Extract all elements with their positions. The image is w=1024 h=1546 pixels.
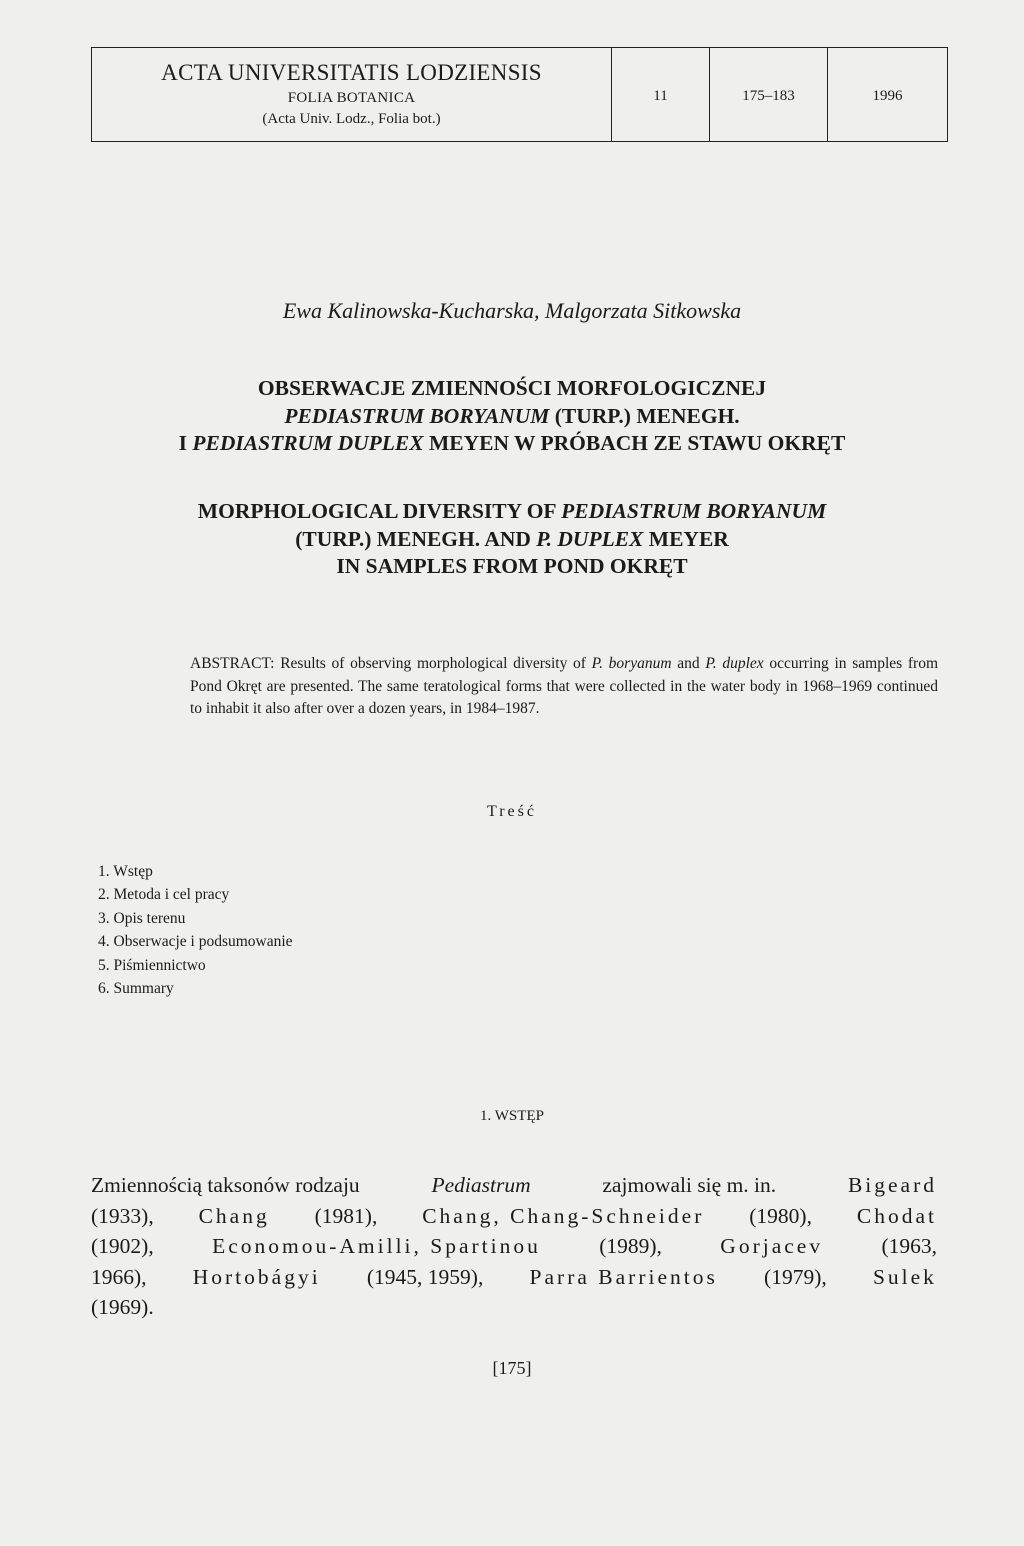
body-text: (1969). xyxy=(91,1295,154,1319)
cited-author: Economou-Amilli, Spartinou xyxy=(212,1234,541,1258)
title-polish xyxy=(60,375,964,458)
cited-author: Chang, Chang-Schneider xyxy=(422,1203,705,1228)
body-line xyxy=(91,1170,937,1201)
toc-item: 5. Piśmiennictwo xyxy=(98,956,206,974)
toc-item: 6. Summary xyxy=(98,980,174,998)
abstract-text: and xyxy=(671,655,706,672)
taxon-name: P. DUPLEX xyxy=(536,526,644,551)
taxon-name: PEDIASTRUM DUPLEX xyxy=(192,431,424,455)
journal-name: ACTA UNIVERSITATIS LODZIENSIS xyxy=(161,60,542,85)
title-en-text: MEYER xyxy=(643,526,729,551)
toc-item: 3. Opis terenu xyxy=(98,909,186,927)
body-line xyxy=(91,1262,937,1293)
body-text: (1902), xyxy=(91,1234,154,1258)
title-pl-text: MEYEN W PRÓBACH ZE STAWU OKRĘT xyxy=(423,431,846,455)
body-line xyxy=(91,1201,937,1232)
abstract-text: ABSTRACT: Results of observing morphological diversity of xyxy=(190,655,592,672)
title-en-text: (TURP.) MENEGH. AND xyxy=(295,526,537,551)
body-text: (1981), xyxy=(314,1203,378,1228)
title-en-line-2 xyxy=(60,526,964,554)
toc-item: 4. Obserwacje i podsumowanie xyxy=(98,933,293,951)
title-english xyxy=(60,498,964,581)
cited-author: Chang xyxy=(198,1203,270,1228)
abstract xyxy=(190,653,938,721)
table-of-contents xyxy=(98,860,293,1000)
publication-year: 1996 xyxy=(872,88,903,104)
body-text: (1933), xyxy=(91,1203,154,1228)
cited-author: Gorjacev xyxy=(720,1234,824,1258)
body-line xyxy=(91,1231,937,1262)
body-text: (1980), xyxy=(749,1203,812,1228)
taxon-name: PEDIASTRUM BORYANUM xyxy=(561,499,827,523)
authors: Ewa Kalinowska-Kucharska, Malgorzata Sitkowska xyxy=(282,298,742,323)
page-range: 175–183 xyxy=(742,88,795,104)
genus-name: Pediastrum xyxy=(431,1173,531,1197)
body-paragraph xyxy=(91,1170,937,1323)
taxon-name: P. duplex xyxy=(705,655,764,672)
journal-series: FOLIA BOTANICA xyxy=(287,90,416,106)
title-en-text: MORPHOLOGICAL DIVERSITY OF xyxy=(197,499,562,523)
abstract-text: occurring in samples from Pond Okręt are presented. The same teratological forms that were collected in the water body in 1968–1969 continued to inhabit it also after over a dozen years, in 1984–1987. xyxy=(190,655,938,717)
section-heading: 1. WSTĘP xyxy=(480,1108,544,1124)
title-pl-line-3 xyxy=(60,430,964,458)
title-pl-text: (TURP.) MENEGH. xyxy=(549,403,740,428)
body-text: 1966), xyxy=(91,1264,147,1289)
body-text: Zmiennością taksonów rodzaju xyxy=(91,1173,360,1197)
title-pl-line-1: OBSERWACJE ZMIENNOŚCI MORFOLOGICZNEJ xyxy=(257,376,767,400)
title-en-line-3: IN SAMPLES FROM POND OKRĘT xyxy=(336,554,688,578)
contents-heading: Treść xyxy=(487,803,537,820)
body-text: zajmowali się m. in. xyxy=(602,1173,777,1197)
page-number: [175] xyxy=(492,1358,532,1378)
taxon-name: PEDIASTRUM BORYANUM xyxy=(284,403,550,428)
cited-author: Hortobágyi xyxy=(192,1264,321,1289)
body-text: (1989), xyxy=(599,1234,662,1258)
body-text: (1979), xyxy=(764,1264,827,1289)
title-pl-text: I xyxy=(178,431,193,455)
cited-author: Bigeard xyxy=(847,1173,937,1197)
cited-author: Sulek xyxy=(872,1264,937,1289)
journal-header-table xyxy=(91,47,948,142)
body-text: (1945, 1959), xyxy=(366,1264,484,1289)
cited-author: Parra Barrientos xyxy=(529,1264,718,1289)
body-text: (1963, xyxy=(881,1234,937,1258)
title-pl-line-2 xyxy=(60,403,964,431)
body-line xyxy=(91,1292,937,1323)
year-cell xyxy=(827,48,947,141)
volume-number: 11 xyxy=(653,88,668,104)
cited-author: Chodat xyxy=(856,1203,937,1228)
title-en-line-1 xyxy=(60,498,964,526)
toc-item: 2. Metoda i cel pracy xyxy=(98,886,230,904)
toc-item: 1. Wstęp xyxy=(98,863,153,880)
pages-cell xyxy=(709,48,827,141)
volume-cell xyxy=(611,48,709,141)
taxon-name: P. boryanum xyxy=(591,655,672,672)
journal-abbreviation: (Acta Univ. Lodz., Folia bot.) xyxy=(262,111,441,127)
